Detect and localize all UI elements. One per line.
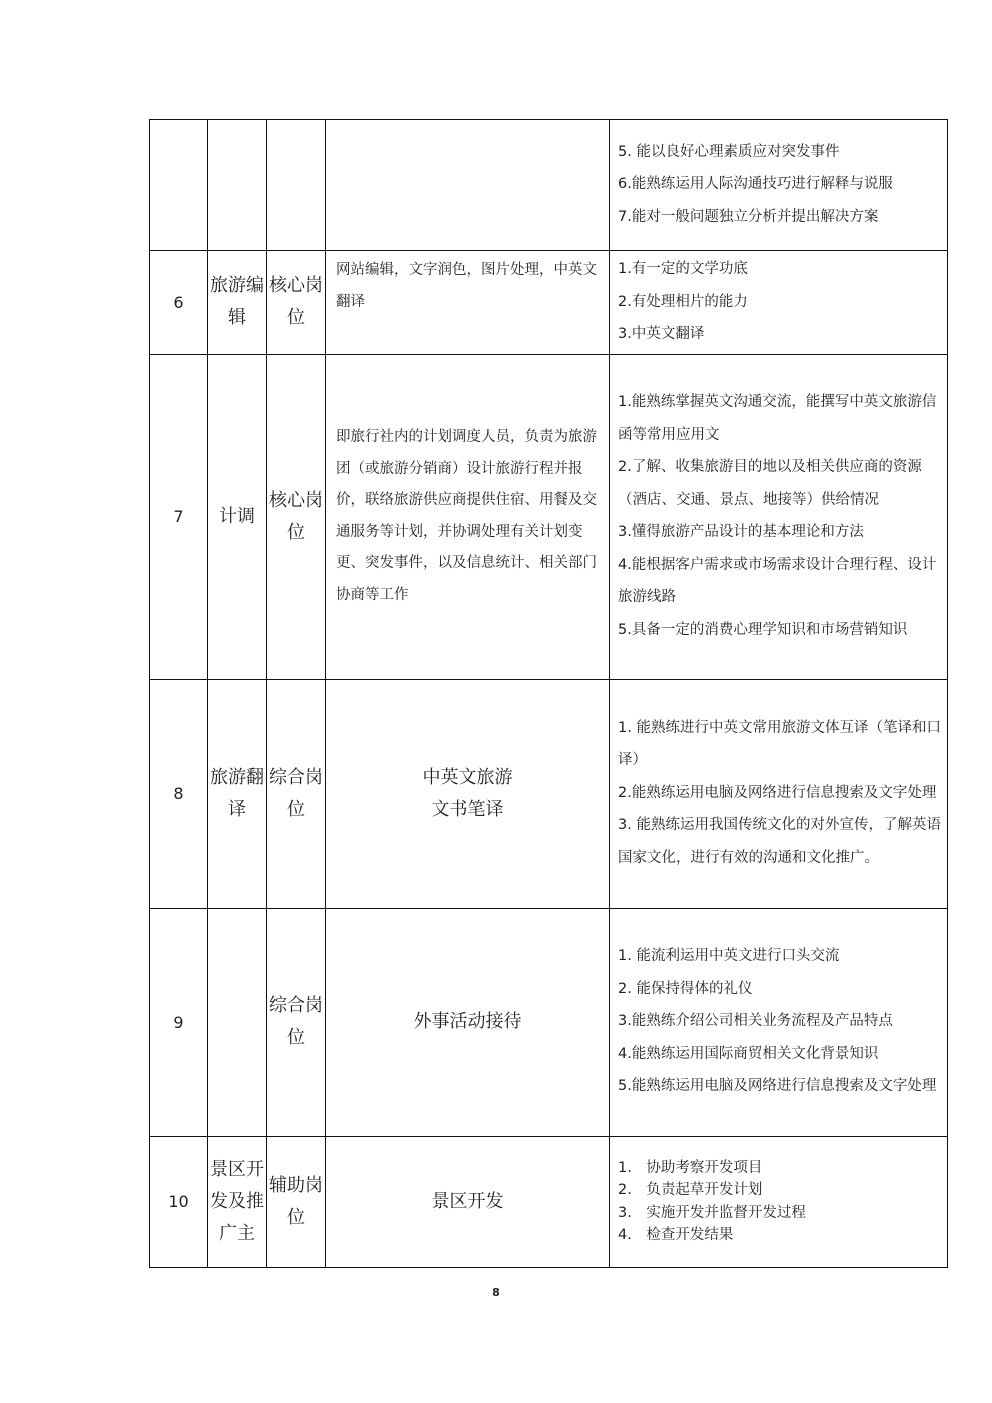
position-level: 核心岗位 — [267, 251, 326, 355]
table-row — [150, 120, 948, 251]
position-name — [208, 908, 267, 1136]
requirement-item: 1. 能熟练进行中英文常用旅游文体互译（笔译和口译） — [618, 719, 941, 769]
requirements-list — [610, 1149, 947, 1255]
table-row — [150, 354, 948, 679]
requirements-list — [610, 938, 947, 1106]
position-requirements — [610, 679, 948, 908]
position-requirements — [610, 1136, 948, 1267]
position-level — [267, 120, 326, 251]
requirement-item: 4.能熟练运用国际商贸相关文化背景知识 — [618, 1045, 879, 1062]
job-positions-table — [149, 119, 948, 1268]
position-level: 综合岗位 — [267, 679, 326, 908]
requirements-list — [610, 384, 947, 649]
position-name — [208, 120, 267, 251]
requirement-item: 3.中英文翻译 — [618, 326, 705, 342]
requirement-item: 2. 负责起草开发计划 — [618, 1182, 763, 1198]
requirement-item: 3. 实施开发并监督开发过程 — [618, 1204, 806, 1221]
requirement-item: 2.能熟练运用电脑及网络进行信息搜索及文字处理 — [618, 784, 937, 801]
table-row — [150, 908, 948, 1136]
position-description: 中英文旅游 文书笔译 — [326, 679, 610, 908]
requirement-item: 5.具备一定的消费心理学知识和市场营销知识 — [618, 621, 908, 638]
requirement-item: 6.能熟练运用人际沟通技巧进行解释与说服 — [618, 176, 893, 193]
requirements-list — [610, 710, 947, 878]
position-requirements — [610, 251, 948, 355]
position-description: 网站编辑，文字润色，图片处理，中英文翻译 — [326, 251, 610, 355]
row-number: 8 — [150, 679, 208, 908]
table-row — [150, 679, 948, 908]
position-requirements — [610, 354, 948, 679]
position-name: 计调 — [208, 354, 267, 679]
requirement-item: 5.能熟练运用电脑及网络进行信息搜索及文字处理 — [618, 1078, 937, 1095]
row-number: 6 — [150, 251, 208, 355]
requirement-item: 3.懂得旅游产品设计的基本理论和方法 — [618, 524, 864, 540]
position-name: 旅游翻译 — [208, 679, 267, 908]
position-description: 外事活动接待 — [326, 908, 610, 1136]
requirement-item: 2. 能保持得体的礼仪 — [618, 980, 753, 997]
requirement-item: 2.有处理相片的能力 — [618, 293, 748, 310]
requirement-item: 3.能熟练介绍公司相关业务流程及产品特点 — [618, 1013, 893, 1030]
requirement-item: 1. 协助考察开发项目 — [618, 1159, 763, 1176]
position-level: 综合岗位 — [267, 908, 326, 1136]
requirement-item: 4.能根据客户需求或市场需求设计合理行程、设计旅游线路 — [618, 556, 937, 605]
row-number: 9 — [150, 908, 208, 1136]
row-number: 7 — [150, 354, 208, 679]
requirement-item: 2.了解、收集旅游目的地以及相关供应商的资源（酒店、交通、景点、地接等）供给情况 — [618, 459, 922, 508]
row-number — [150, 120, 208, 251]
position-name: 旅游编辑 — [208, 251, 267, 355]
requirement-item: 1.有一定的文学功底 — [618, 261, 748, 277]
requirement-item: 3. 能熟练运用我国传统文化的对外宣传，了解英语国家文化，进行有效的沟通和文化推广。 — [618, 817, 941, 866]
requirement-item: 1. 能流利运用中英文进行口头交流 — [618, 948, 840, 965]
requirement-item: 4. 检查开发结果 — [618, 1227, 734, 1243]
requirement-item: 5. 能以良好心理素质应对突发事件 — [618, 143, 840, 160]
position-description: 景区开发 — [326, 1136, 610, 1267]
table-row — [150, 251, 948, 355]
page-number: 8 — [492, 1286, 500, 1299]
row-number: 10 — [150, 1136, 208, 1267]
requirements-list — [610, 251, 947, 354]
requirement-item: 7.能对一般问题独立分析并提出解决方案 — [618, 208, 879, 225]
position-requirements — [610, 908, 948, 1136]
requirements-list — [610, 134, 947, 237]
table-row — [150, 1136, 948, 1267]
position-requirements — [610, 120, 948, 251]
requirement-item: 1.能熟练掌握英文沟通交流，能撰写中英文旅游信函等常用应用文 — [618, 394, 937, 443]
position-level: 辅助岗位 — [267, 1136, 326, 1267]
position-name: 景区开发及推广主 — [208, 1136, 267, 1267]
position-level: 核心岗位 — [267, 354, 326, 679]
position-description: 即旅行社内的计划调度人员，负责为旅游团（或旅游分销商）设计旅游行程并报价，联络旅游供应商提供住宿、用餐及交通服务等计划，并协调处理有关计划变更、突发事件，以及信息统计、相关部门协商等工作 — [326, 354, 610, 679]
position-description — [326, 120, 610, 251]
